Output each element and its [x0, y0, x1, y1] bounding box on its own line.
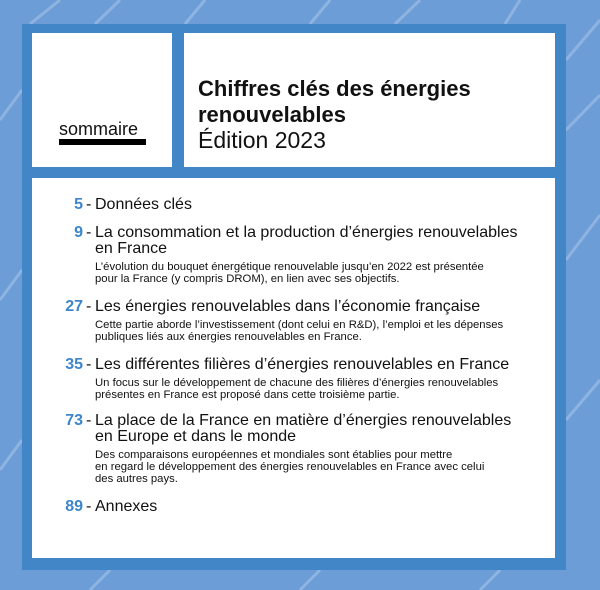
toc-entry-title[interactable] [86, 499, 157, 515]
sommaire-label: sommaire [59, 119, 139, 139]
separator: - [86, 196, 92, 213]
toc-entry-description: en regard le développement des énergies renouvelables en France avec celui [95, 461, 485, 473]
toc-page-number[interactable]: 73 [65, 412, 83, 429]
toc-entry-description: Des comparaisons européennes et mondiales sont établies pour mettre [95, 449, 453, 461]
toc-entry-title[interactable] [95, 241, 167, 257]
separator: - [86, 356, 92, 373]
toc-entry-title[interactable] [86, 413, 511, 429]
toc-entry-title[interactable] [86, 225, 517, 241]
title-line: renouvelables [198, 102, 346, 127]
toc-page-number[interactable]: 5 [74, 196, 83, 213]
toc-entry-description: publiques liés aux énergies renouvelables en France. [95, 331, 362, 343]
sommaire-underline [59, 139, 146, 145]
toc-entry-title[interactable] [86, 357, 509, 373]
toc-title-text: Données clés [95, 196, 192, 213]
toc-entry-title[interactable] [86, 197, 192, 213]
title-line: Chiffres clés des énergies [198, 76, 471, 101]
toc-entry-description: présentes en France est proposé dans cette troisième partie. [95, 389, 400, 401]
toc-entry-title[interactable] [86, 299, 480, 315]
toc-title-text: La place de la France en matière d’énergies renouvelables [95, 412, 512, 429]
toc-title-text: en France [95, 240, 168, 257]
edition-label: Édition 2023 [198, 127, 326, 153]
toc-entry-description: pour la France (y compris DROM), en lien avec ses objectifs. [95, 273, 400, 285]
toc-title-text: Les différentes filières d’énergies renouvelables en France [95, 356, 510, 373]
toc-entry-description: L’évolution du bouquet énergétique renouvelable jusqu’en 2022 est présentée [95, 261, 484, 273]
toc-title-text: La consommation et la production d’énergies renouvelables [95, 224, 518, 241]
toc-title-text: en Europe et dans le monde [95, 428, 297, 445]
toc-entry-description: des autres pays. [95, 473, 178, 485]
separator: - [86, 224, 92, 241]
toc-title-text: Les énergies renouvelables dans l’économie française [95, 298, 481, 315]
toc-title-text: Annexes [95, 498, 158, 515]
toc-page-number[interactable]: 35 [65, 356, 83, 373]
toc-page-number[interactable]: 27 [65, 298, 83, 315]
toc-entry-title[interactable] [95, 429, 296, 445]
page-title [198, 76, 471, 128]
toc-entry-description: Cette partie aborde l’investissement (dont celui en R&D), l’emploi et les dépenses [95, 319, 504, 331]
separator: - [86, 412, 92, 429]
toc-page-number[interactable]: 89 [65, 498, 83, 515]
separator: - [86, 298, 92, 315]
toc-page-number[interactable]: 9 [74, 224, 83, 241]
sommaire-panel [32, 33, 172, 167]
separator: - [86, 498, 92, 515]
toc-entry-description: Un focus sur le développement de chacune des filières d’énergies renouvelables [95, 377, 499, 389]
